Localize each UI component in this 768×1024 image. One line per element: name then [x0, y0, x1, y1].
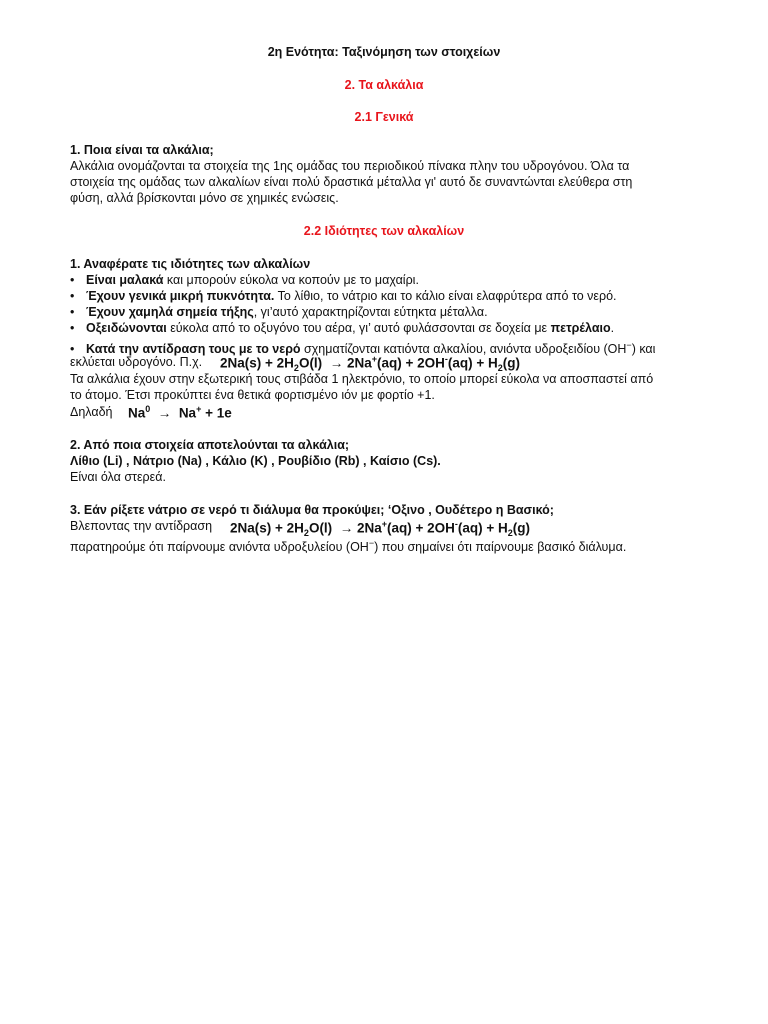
paragraph-line: στοιχεία της ομάδας των αλκαλίων είναι πολύ δραστικά μέταλλα γι' αυτό δε συναντώνται ελεύθερα στη — [70, 175, 633, 189]
bullet-icon: • — [70, 273, 75, 287]
list-item: • Κατά την αντίδραση τους με το νερό σχηματίζονται κατιόντα αλκαλίου, ανιόντα υδροξειδίου (OH−) και — [70, 340, 656, 357]
ionization-equation: Na$^0$ → Na+ + 1e — [128, 404, 232, 421]
elements-list: Λίθιο (Li) , Νάτριο (Na) , Κάλιο (K) , Ρουβίδιο (Rb) , Καίσιο (Cs). — [70, 454, 441, 468]
list-item: • Οξειδώνονται εύκολα από το οξυγόνο του αέρα, γι’ αυτό φυλάσσονται σε δοχεία με πετρέλαιο. — [70, 321, 615, 335]
question-1-title: 1. Ποια είναι τα αλκάλια; — [70, 143, 214, 157]
ionization-label: Δηλαδή — [70, 405, 113, 419]
arrow-icon: → — [329, 355, 344, 371]
paragraph-line: το άτομο. Έτσι προκύπτει ένα θετικά φορτισμένο ιόν με φορτίο +1. — [70, 388, 435, 402]
reaction-intro: εκλύεται υδρογόνο. Π.χ. — [70, 355, 203, 369]
reaction-equation: $2Na(s) + 2H_2O(l) \to 2Na^+(aq) + 2OH^-(aq) + H_2(g)$ — [220, 354, 521, 374]
bullet-icon: • — [70, 321, 75, 335]
bullet-icon: • — [70, 342, 75, 357]
paragraph-line: Είναι όλα στερεά. — [70, 470, 166, 484]
list-item: • Έχουν γενικά μικρή πυκνότητα. Το λίθιο, το νάτριο και το κάλιο είναι ελαφρύτερα από το νερό. — [70, 289, 617, 303]
question-2-title: 1. Αναφέρατε τις ιδιότητες των αλκαλίων — [70, 257, 311, 271]
question-4-title: 3. Εάν ρίξετε νάτριο σε νερό τι διάλυμα θα προκύψει; ‘Οξινο , Ουδέτερο η Βασικό; — [70, 503, 554, 517]
section-title-alkalia: 2. Τα αλκάλια — [344, 78, 424, 92]
list-item: • Έχουν χαμηλά σημεία τήξης, γι’αυτό χαρακτηρίζονται εύτηκτα μέταλλα. — [70, 305, 488, 319]
subsection-properties: 2.2 Ιδιότητες των αλκαλίων — [303, 224, 465, 238]
arrow-icon: → — [339, 520, 354, 536]
conclusion-line: παρατηρούμε ότι παίρνουμε ανιόντα υδροξυλείου (OH−) που σημαίνει ότι παίρνουμε βασικό διάλυμα. — [70, 538, 627, 555]
paragraph-line: Τα αλκάλια έχουν στην εξωτερική τους στιβάδα 1 ηλεκτρόνιο, το οποίο μπορεί εύκολα να αποσπαστεί από — [70, 372, 654, 386]
question-3-title: 2. Από ποια στοιχεία αποτελούνται τα αλκάλια; — [70, 438, 350, 452]
page-heading: 2η Ενότητα: Ταξινόμηση των στοιχείων — [267, 45, 501, 59]
paragraph-line: Αλκάλια ονομάζονται τα στοιχεία της 1ης ομάδας του περιοδικού πίνακα πλην του υδρογόνου. Όλα τα — [70, 159, 630, 173]
reaction-intro-2: Βλεποντας την αντίδραση — [70, 519, 213, 533]
bullet-icon: • — [70, 289, 75, 303]
paragraph-line: φύση, αλλά βρίσκονται μόνο σε χημικές ενώσεις. — [70, 191, 339, 205]
subsection-general: 2.1 Γενικά — [354, 110, 414, 124]
arrow-icon: → — [157, 405, 172, 421]
bullet-icon: • — [70, 305, 75, 319]
list-item: • Είναι μαλακά και μπορούν εύκολα να κοπούν με το μαχαίρι. — [70, 273, 419, 287]
reaction-equation-2: $2Na(s) + 2H_2O(l) \to 2Na^+(aq) + 2OH^-(aq) + H_2(g)$ — [230, 519, 531, 539]
